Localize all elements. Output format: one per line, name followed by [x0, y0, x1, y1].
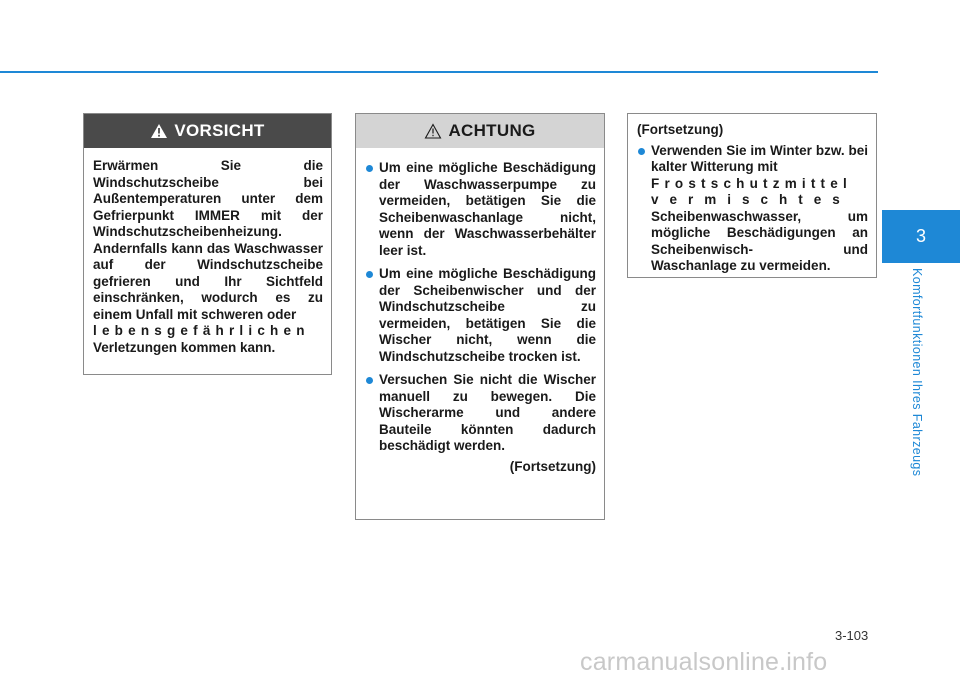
- page-number: 3-103: [835, 628, 869, 643]
- caution-title: VORSICHT: [174, 121, 265, 140]
- bullet-icon: [366, 165, 373, 172]
- list-item: Um eine mögliche Beschädigung der Waschwasserpumpe zu vermeiden, betätigen Sie die Scheibenwaschanlage nicht, wenn der Waschwasserbehälter leer ist.: [365, 160, 596, 259]
- caution-header: [84, 114, 331, 148]
- continued-note: (Fortsetzung): [509, 458, 596, 474]
- list-item: Um eine mögliche Beschädigung der Scheibenwischer und der Windschutzscheibe zu vermeiden, betätigen Sie die Wischer nicht, wenn die Windschutzscheibe trocken ist.: [365, 266, 596, 365]
- bullet-icon: [638, 148, 645, 155]
- notice-title: ACHTUNG: [448, 121, 536, 140]
- notice-header: [356, 114, 604, 148]
- warning-triangle-icon: [424, 123, 442, 139]
- caution-paragraph: Erwärmen Sie die Windschutzscheibe bei Außentemperaturen unter dem Gefrierpunkt IMMER mit der Windschutzscheibenheizung. Andernfalls kann das Waschwasser auf der Windschutzscheibe gefrieren und Ihr Sichtfeld einschränken, wodurch es zu einem Unfall mit schweren oder: [93, 158, 323, 322]
- bullet-icon: [366, 377, 373, 384]
- bullet-icon: [366, 271, 373, 278]
- warning-triangle-icon: [150, 123, 168, 139]
- chapter-title: Komfortfunktionen Ihres Fahrzeugs: [910, 268, 924, 477]
- caution-tail: Verletzungen kommen kann.: [93, 339, 276, 355]
- watermark: carmanualsonline.info: [580, 648, 828, 676]
- caution-box: [83, 113, 332, 375]
- notice-box: [355, 113, 605, 520]
- continued-box: [627, 113, 877, 278]
- list-item: Verwenden Sie im Winter bzw. bei kalter Witterung mit Frostschutzmittel vermischtes Scheibenwaschwasser, um mögliche Beschädigungen an Scheibenwisch- und Waschanlage zu vermeiden.: [637, 143, 868, 275]
- chapter-tab: [882, 210, 960, 263]
- caution-spread-word: lebensgefährlichen: [93, 323, 310, 338]
- top-rule: [0, 71, 878, 73]
- list-item: Versuchen Sie nicht die Wischer manuell zu bewegen. Die Wischerarme und andere Bauteile könnten dadurch beschädigt werden.: [365, 372, 596, 455]
- continued-label: (Fortsetzung): [637, 122, 724, 137]
- chapter-number: 3: [915, 226, 926, 246]
